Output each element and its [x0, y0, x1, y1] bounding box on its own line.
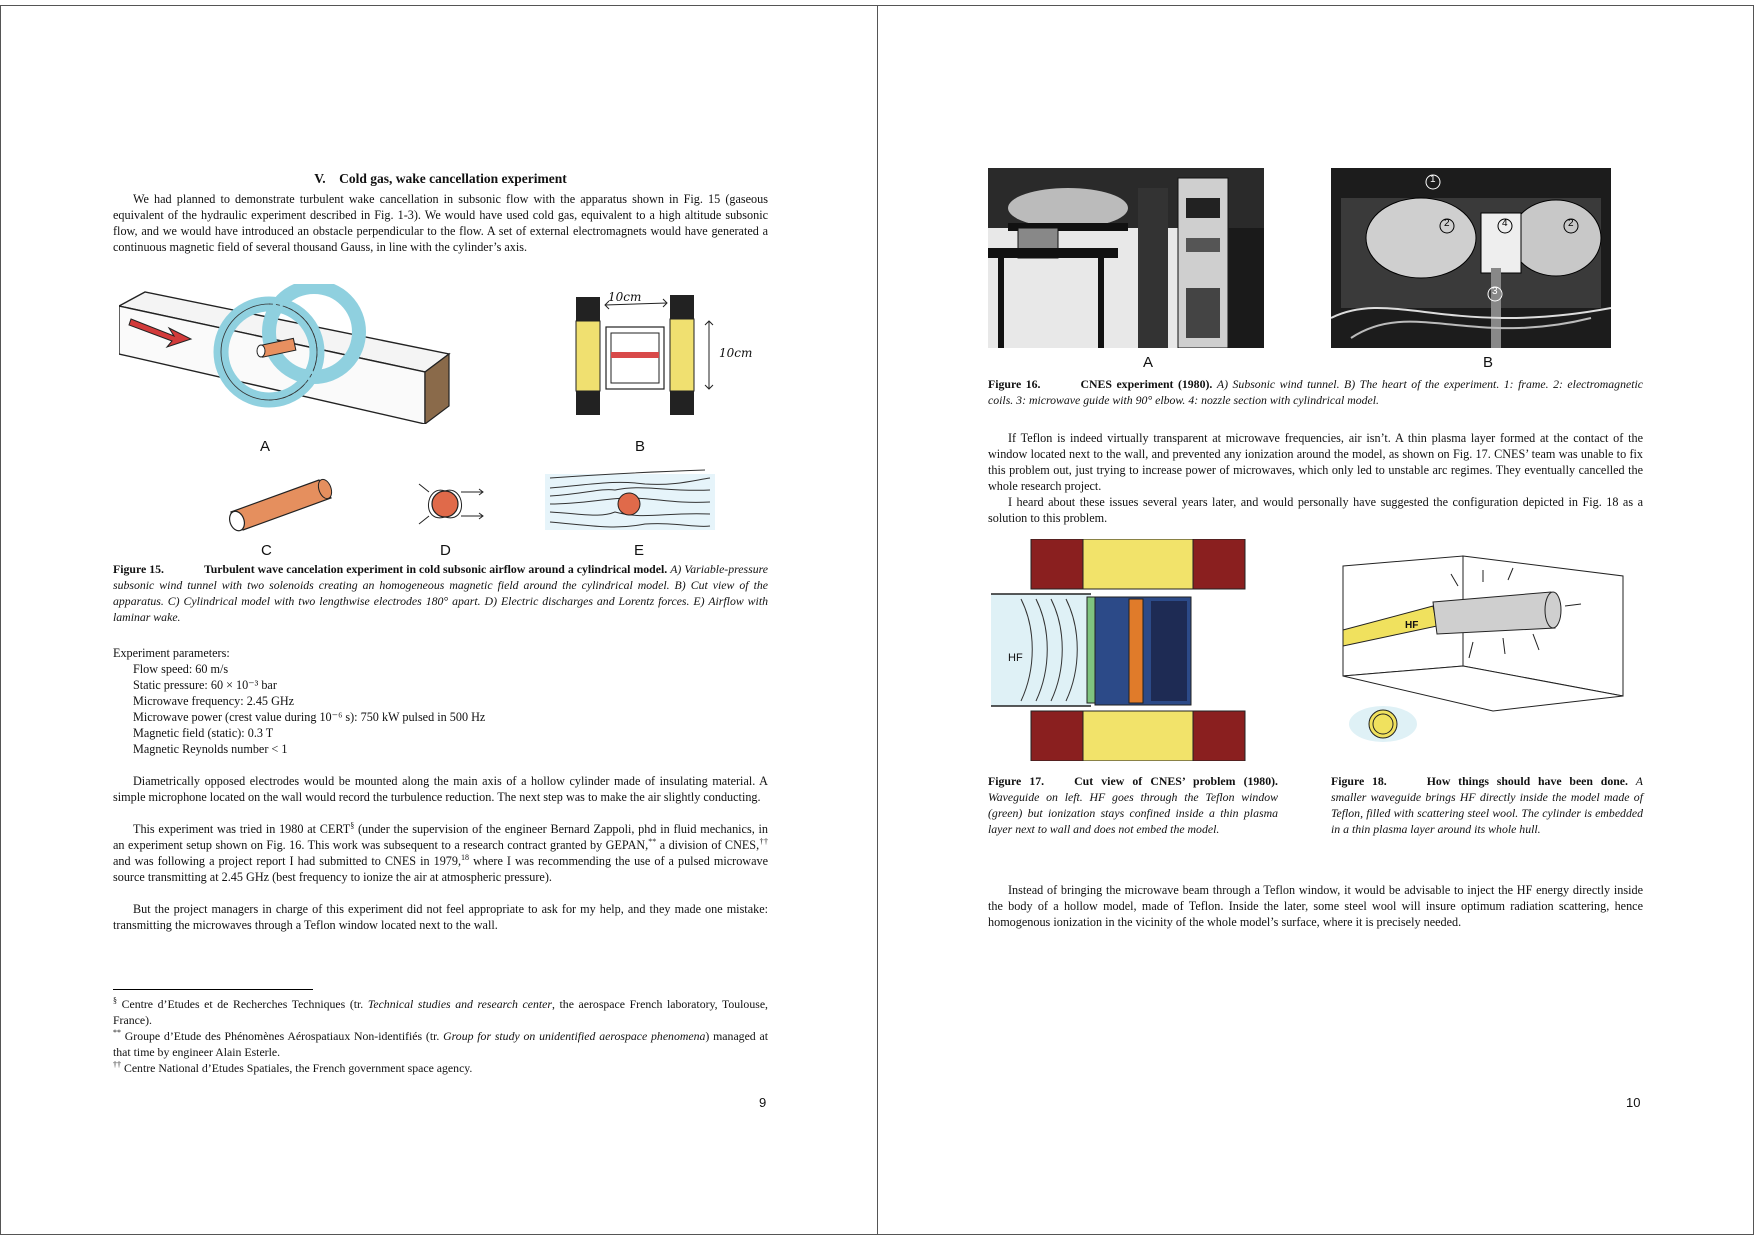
figure-17-description: Waveguide on left. HF goes through the Teflon window (green) but ionization stays confined inside a thin plasma layer next to wall and does not embed the model. [988, 790, 1278, 836]
footnote-ref[interactable]: ** [648, 837, 657, 847]
page-number: 9 [759, 1095, 767, 1110]
intro-paragraph: We had planned to demonstrate turbulent wake cancellation in subsonic flow with the apparatus shown in Fig. 15 (gaseous equivalent of the hydraulic experiment described in Fig. 1-3). We would have used cold gas, equivalent to a high altitude subsonic flow, and we would have introduced an obstacle perpendicular to the flow. A set of external electromagnets would have generated a continuous magnetic field of several thousand Gauss, in line with the cylinder’s axis. [113, 192, 768, 255]
figure-16-label: Figure 16. [988, 377, 1041, 391]
footnote-text: Groupe d’Etude des Phénomènes Aérospatiaux Non-identifiés (tr. [121, 1029, 444, 1043]
parameter-item: Microwave frequency: 2.45 GHz [133, 694, 295, 708]
suggestion-paragraph: I heard about these issues several years later, and would personally have suggested the configuration depicted in Fig. 18 as a solution to this problem. [988, 495, 1643, 526]
footnote-italic: Technical studies and research center [367, 997, 552, 1011]
figure-16a-wind-tunnel-photo [988, 168, 1264, 348]
figure-16b-letter: B [1483, 354, 1494, 371]
figure-15-label: Figure 15. [113, 562, 164, 576]
cert-text-5: where I was recommending the use of a pulsed microwave source transmitting at 2.45 GHz (best frequency to ionize the air at atmospheric pressure). [113, 854, 768, 885]
photo-b-mark-2: 2 [1444, 218, 1450, 229]
figure-18-description: A smaller waveguide brings HF directly inside the model made of Teflon, filled with scattering steel wool. The cylinder is embedded in a thin plasma layer around its whole hull. [1331, 774, 1643, 836]
figure-18-label: Figure 18. [1331, 774, 1387, 788]
cert-text-4: and was following a project report I had submitted to CNES in 1979, [113, 854, 462, 869]
figure-17-caption [988, 773, 1278, 837]
parameter-item: Flow speed: 60 m/s [133, 662, 229, 676]
cert-text-1: This experiment was tried in 1980 at CERT [133, 822, 351, 836]
footnote-text: ) managed at that time by engineer Alain Esterle. [113, 1029, 768, 1059]
figure-15b-dim-top: 10cm [608, 290, 642, 304]
parameter-item: Magnetic Reynolds number < 1 [133, 742, 288, 756]
parameters-title: Experiment parameters: [113, 646, 230, 660]
footnote-text: , the aerospace French laboratory, Toulouse, France). [113, 997, 769, 1027]
conclusion-paragraph: Instead of bringing the microwave beam through a Teflon window, it would be advisable to inject the HF energy directly inside the body of a hollow model, made of Teflon. Inside the later, some steel wool will insure optimum radiation scattering, hence homogenous ionization in the vicinity of the whole model’s surface, where it is precisely needed. [988, 883, 1643, 930]
footnote-ref[interactable]: 18 [461, 853, 470, 863]
footnote-text: Centre National d’Etudes Spatiales, the French government space agency. [121, 1061, 473, 1075]
left-page [0, 5, 878, 1235]
figure-15b-dim-right: 10cm [719, 346, 753, 360]
footnote-ref[interactable]: †† [759, 837, 768, 847]
photo-b-mark-3: 3 [1492, 286, 1498, 297]
parameter-item: Static pressure: 60 × 10⁻³ bar [133, 678, 277, 692]
figure-15a-letter: A [260, 438, 271, 455]
photo-b-mark-2b: 2 [1568, 218, 1574, 229]
footnote-1 [113, 996, 768, 1028]
footnote-italic: Group for study on unidentified aerospace phenomena [443, 1029, 706, 1043]
footnote-mark: § [113, 996, 117, 1006]
figure-15-title: Turbulent wave cancelation experiment in cold subsonic airflow around a cylindrical model. [203, 562, 668, 576]
figure-15c-letter: C [261, 542, 272, 559]
figure-15d-discharge-drawing [415, 474, 491, 534]
figure-15d-letter: D [440, 542, 451, 559]
electrodes-paragraph: Diametrically opposed electrodes would be mounted along the main axis of a hollow cylinder made of insulating material. A simple microphone located on the wall would record the turbulence reduction. The next step was to make the air slightly conducting. [113, 774, 768, 805]
figure-18-title: How things should have been done. [1426, 774, 1628, 788]
figure-17-title: Cut view of CNES’ problem (1980). [1074, 774, 1278, 788]
figure-16a-letter: A [1143, 354, 1154, 371]
figure-15-description: A) Variable-pressure subsonic wind tunnel with two solenoids creating an homogeneous magnetic field around the cylindrical model. B) Cut view of the apparatus. C) Cylindrical model with two lengthwise electrodes 180° apart. D) Electric discharges and Lorentz forces. E) Airflow with laminar wake. [113, 562, 768, 624]
figure-18-solution-drawing [1333, 546, 1627, 759]
figure-15b-letter: B [635, 438, 646, 455]
teflon-paragraph: If Teflon is indeed virtually transparent at microwave frequencies, air isn’t. A thin plasma layer formed at the contact of the window located next to the wall, and prevented any ionization around the model, as shown on Fig. 17. CNES’ team was unable to fix this problem out, just trying to increase power of microwaves, which only led to unstable arc regimes. They eventually cancelled the whole research project. [988, 431, 1643, 494]
footnote-text: Centre d’Etudes et de Recherches Techniques (tr. [117, 997, 368, 1011]
cert-text-3: a division of CNES, [656, 838, 760, 853]
section-heading: V. Cold gas, wake cancellation experiment [314, 171, 567, 186]
parameter-item: Microwave power (crest value during 10⁻⁶ s): 750 kW pulsed in 500 Hz [133, 710, 486, 724]
figure-17-cut-view-drawing [991, 539, 1249, 761]
footnote-mark: ** [113, 1028, 121, 1038]
figure-16-description: A) Subsonic wind tunnel. B) The heart of the experiment. 1: frame. 2: electromagnetic coils. 3: microwave guide with 90° elbow. 4: nozzle section with cylindrical model. [988, 377, 1643, 407]
figure-15c-cylinder-drawing [223, 474, 339, 534]
figure-16-caption [988, 376, 1643, 408]
figure-16b-experiment-photo [1331, 168, 1611, 348]
parameter-item: Magnetic field (static): 0.3 T [133, 726, 274, 740]
experiment-parameters [113, 645, 768, 757]
figure-15e-letter: E [634, 542, 645, 559]
footnote-ref[interactable]: § [350, 820, 355, 830]
figure-17-label: Figure 17. [988, 774, 1045, 788]
right-page [877, 5, 1754, 1235]
mistake-paragraph: But the project managers in charge of this experiment did not feel appropriate to ask for my help, and they made one mistake: transmitting the microwaves through a Teflon window located next to the wall. [113, 902, 768, 933]
figure-18-hf-label: HF [1405, 620, 1419, 631]
footnote-2 [113, 1028, 768, 1060]
footnote-3 [113, 1060, 768, 1076]
footnote-separator [113, 989, 313, 990]
footnotes [113, 996, 768, 1076]
figure-15-caption [113, 561, 768, 625]
cert-text-2: (under the supervision of the engineer Bernard Zappoli, phd in fluid mechanics, in an experiment setup shown on Fig. 16. This work was subsequent to a research contract granted by GEPAN, [113, 822, 768, 853]
photo-b-mark-4: 4 [1502, 218, 1508, 229]
figure-15a-wind-tunnel-drawing [119, 284, 451, 424]
figure-15e-airflow-drawing [545, 464, 715, 536]
photo-b-mark-1: 1 [1430, 174, 1436, 185]
footnote-mark: †† [113, 1060, 121, 1070]
figure-16-title: CNES experiment (1980). [1080, 377, 1213, 391]
figure-18-caption [1331, 773, 1643, 837]
cert-paragraph [113, 821, 768, 885]
page-number: 10 [1626, 1095, 1641, 1110]
figure-17-hf-label: HF [1008, 652, 1023, 664]
